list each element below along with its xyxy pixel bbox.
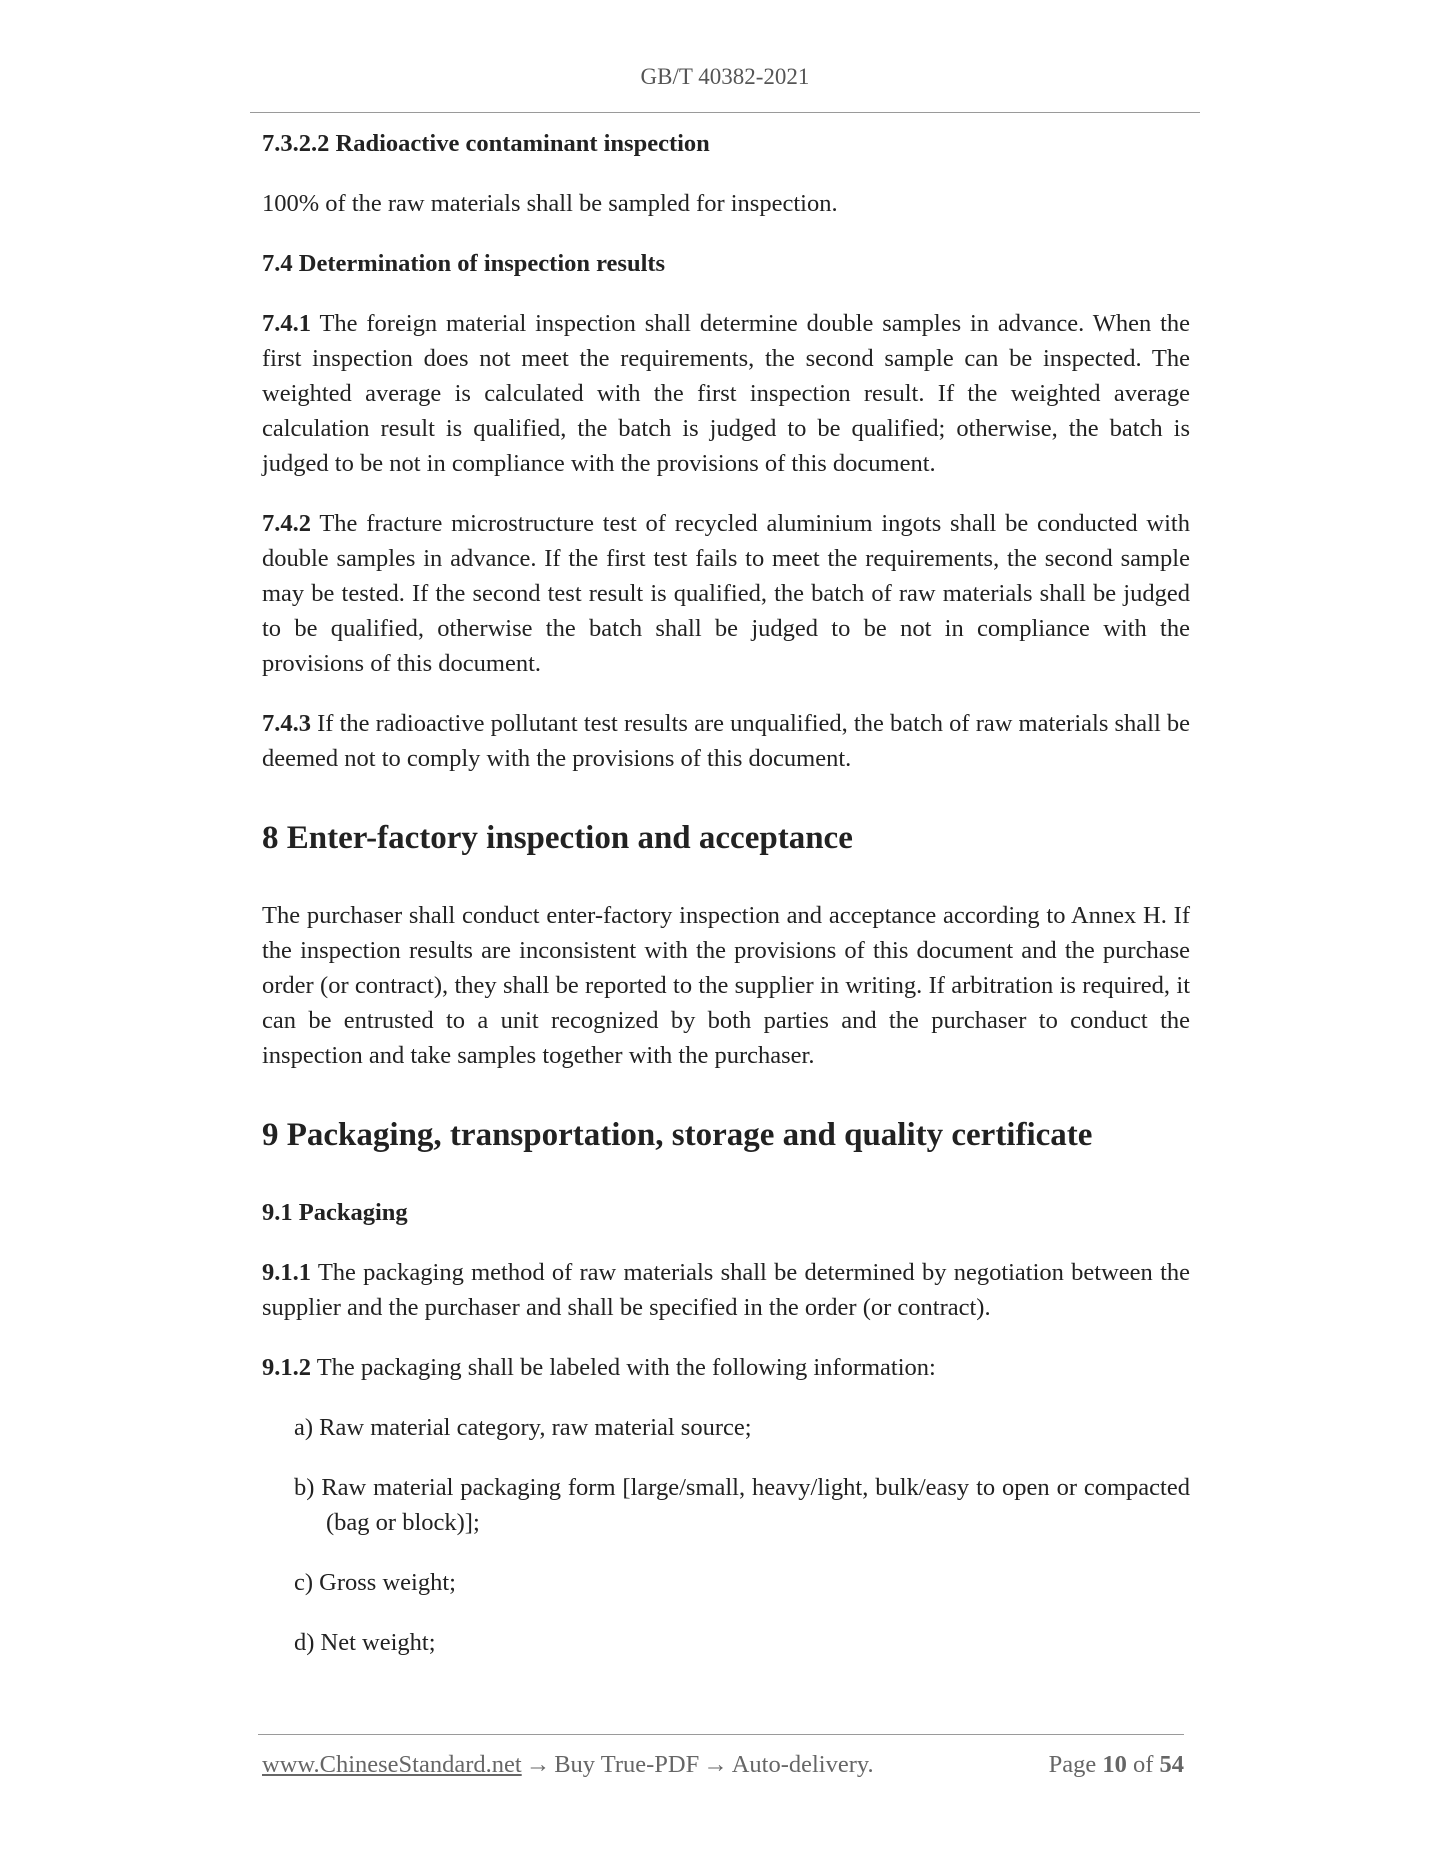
buy-pdf-text: Buy True-PDF: [554, 1751, 700, 1778]
document-header-title: GB/T 40382-2021: [640, 64, 810, 89]
chapter-9-heading: 9 Packaging, transportation, storage and quality certificate: [262, 1117, 1093, 1153]
clause-9-1-1: [262, 1255, 1190, 1325]
footer-promo: [262, 1751, 874, 1779]
current-page: 10: [1102, 1751, 1127, 1778]
clause-text: The packaging shall be labeled with the following information:: [316, 1354, 936, 1381]
clause-number: 7.4.2: [262, 510, 311, 537]
page-number: [1049, 1751, 1184, 1779]
list-item: a) Raw material category, raw material source;: [294, 1414, 752, 1441]
footer-divider: [258, 1734, 1184, 1735]
section-7-3-2-2-text: 100% of the raw materials shall be sampled for inspection.: [262, 190, 838, 217]
clause-number: 9.1.1: [262, 1259, 311, 1286]
header-divider: [250, 112, 1200, 113]
section-9-1-heading: 9.1 Packaging: [262, 1199, 408, 1226]
website-link[interactable]: www.ChineseStandard.net: [262, 1751, 522, 1778]
of-label: of: [1132, 1751, 1154, 1778]
clause-7-4-3: [262, 706, 1190, 776]
clause-7-4-2: [262, 506, 1190, 681]
clause-number: 9.1.2: [262, 1354, 311, 1381]
clause-number: 7.4.3: [262, 710, 311, 737]
clause-text: The foreign material inspection shall determine double samples in advance. When the first inspection does not meet the requirements, the second sample can be inspected. The weighted average is calculated with the first inspection result. If the weighted average calculation result is qualified, the batch is judged to be qualified; otherwise, the batch is judged to be not in compliance with the provisions of this document.: [262, 310, 1191, 477]
chapter-8-heading: 8 Enter-factory inspection and acceptance: [262, 820, 853, 856]
clause-text: The fracture microstructure test of recycled aluminium ingots shall be conducted with double samples in advance. If the first test fails to meet the requirements, the second sample may be tested. If the second test result is qualified, the batch of raw materials shall be judged to be qualified, otherwise the batch shall be judged to be not in compliance with the provisions of this document.: [262, 510, 1190, 677]
page-content: [262, 130, 1191, 1660]
arrow-right-icon: →: [525, 1751, 551, 1778]
chapter-8-text: The purchaser shall conduct enter-factory inspection and acceptance according to Annex H. If the inspection results are inconsistent with the provisions of this document and the purchase order (or contract), they shall be reported to the supplier in writing. If arbitration is required, it can be entrusted to a unit recognized by both parties and the purchaser to conduct the inspection and take samples together with the purchaser.: [262, 902, 1190, 1069]
clause-number: 7.4.1: [262, 310, 311, 337]
clause-text: The packaging method of raw materials shall be determined by negotiation between the supplier and the purchaser and shall be specified in the order (or contract).: [262, 1259, 1190, 1321]
arrow-right-icon: →: [703, 1751, 728, 1778]
clause-text: If the radioactive pollutant test results are unqualified, the batch of raw materials shall be deemed not to comply with the provisions of this document.: [262, 710, 1191, 772]
clause-9-1-2: [262, 1350, 1190, 1385]
clause-7-4-1: [262, 306, 1190, 481]
total-pages: 54: [1159, 1751, 1184, 1778]
list-item: d) Net weight;: [294, 1629, 436, 1656]
section-7-4-heading: 7.4 Determination of inspection results: [262, 250, 666, 277]
auto-delivery-text: Auto-delivery.: [731, 1751, 874, 1778]
section-7-3-2-2-heading: 7.3.2.2 Radioactive contaminant inspection: [262, 130, 710, 157]
list-item: b) Raw material packaging form [large/small, heavy/light, bulk/easy to open or compacted (bag or block)];: [294, 1474, 1190, 1536]
list-item: c) Gross weight;: [294, 1569, 456, 1596]
page-label: Page: [1048, 1751, 1097, 1778]
